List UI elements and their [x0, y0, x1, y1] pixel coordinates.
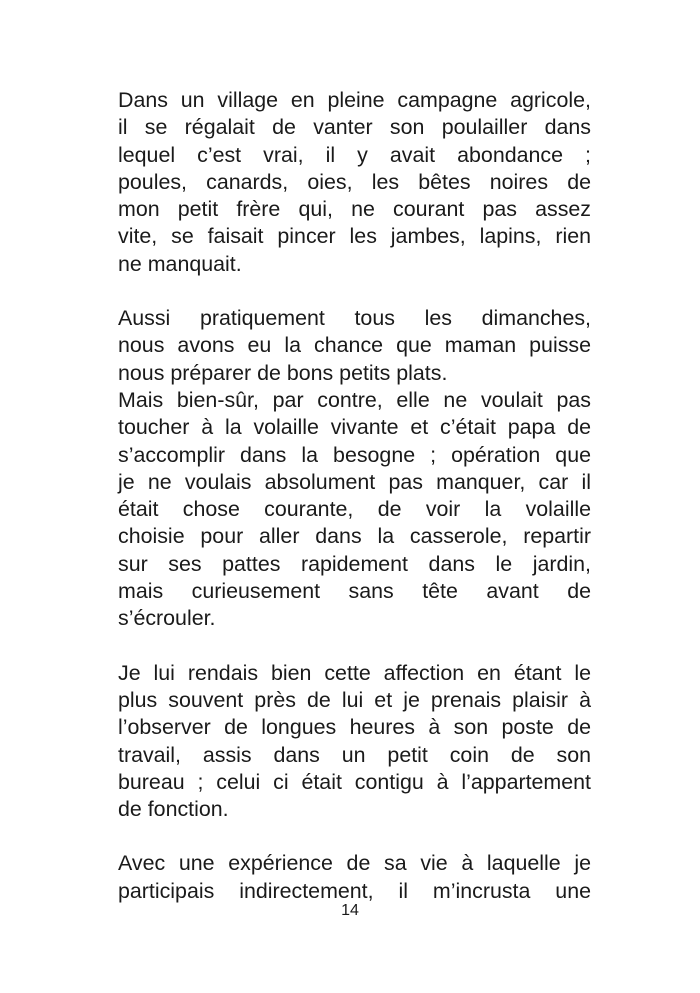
text-line: nous avons eu la chance que maman puisse — [118, 333, 591, 358]
text-line: vite, se faisait pincer les jambes, lapins, rien — [118, 224, 591, 249]
paragraph-1 — [118, 87, 591, 278]
text-line: mon petit frère qui, ne courant pas assez — [118, 197, 591, 222]
text-line: mais curieusement sans tête avant de — [118, 579, 591, 604]
text-line: travail, assis dans un petit coin de son — [118, 742, 591, 767]
text-line: bureau ; celui ci était contigu à l’appartement — [118, 769, 591, 794]
text-line: lequel c’est vrai, il y avait abondance ; — [118, 142, 591, 167]
text-line: s’accomplir dans la besogne ; opération que — [118, 442, 591, 467]
text-line: était chose courante, de voir la volaille — [118, 497, 591, 522]
text-line: participais indirectement, il m’incrusta une — [118, 878, 591, 903]
text-line: Je lui rendais bien cette affection en étant le — [118, 660, 591, 685]
text-line: plus souvent près de lui et je prenais plaisir à — [118, 687, 591, 712]
text-line: s’écrouler. — [118, 606, 216, 631]
text-line: ne manquait. — [118, 251, 242, 276]
text-line: Mais bien-sûr, par contre, elle ne voulait pas — [118, 387, 591, 412]
text-line: Aussi pratiquement tous les dimanches, — [118, 306, 591, 331]
paragraph-3 — [118, 387, 591, 633]
text-line: sur ses pattes rapidement dans le jardin, — [118, 551, 591, 576]
text-line: de fonction. — [118, 797, 229, 822]
page-body — [118, 87, 591, 905]
text-line: il se régalait de vanter son poulailler dans — [118, 115, 591, 140]
paragraph-4 — [118, 660, 591, 824]
text-line: l’observer de longues heures à son poste de — [118, 715, 591, 740]
text-line: Avec une expérience de sa vie à laquelle je — [118, 851, 591, 876]
text-line: je ne voulais absolument pas manquer, car il — [118, 469, 591, 494]
text-line: nous préparer de bons petits plats. — [118, 360, 448, 385]
text-line: choisie pour aller dans la casserole, repartir — [118, 524, 591, 549]
page-number: 14 — [341, 902, 359, 919]
paragraph-2 — [118, 305, 591, 387]
paragraph-5 — [118, 850, 591, 905]
text-line: poules, canards, oies, les bêtes noires de — [118, 169, 591, 194]
text-line: toucher à la volaille vivante et c’était papa de — [118, 415, 591, 440]
text-line: Dans un village en pleine campagne agricole, — [118, 88, 591, 112]
